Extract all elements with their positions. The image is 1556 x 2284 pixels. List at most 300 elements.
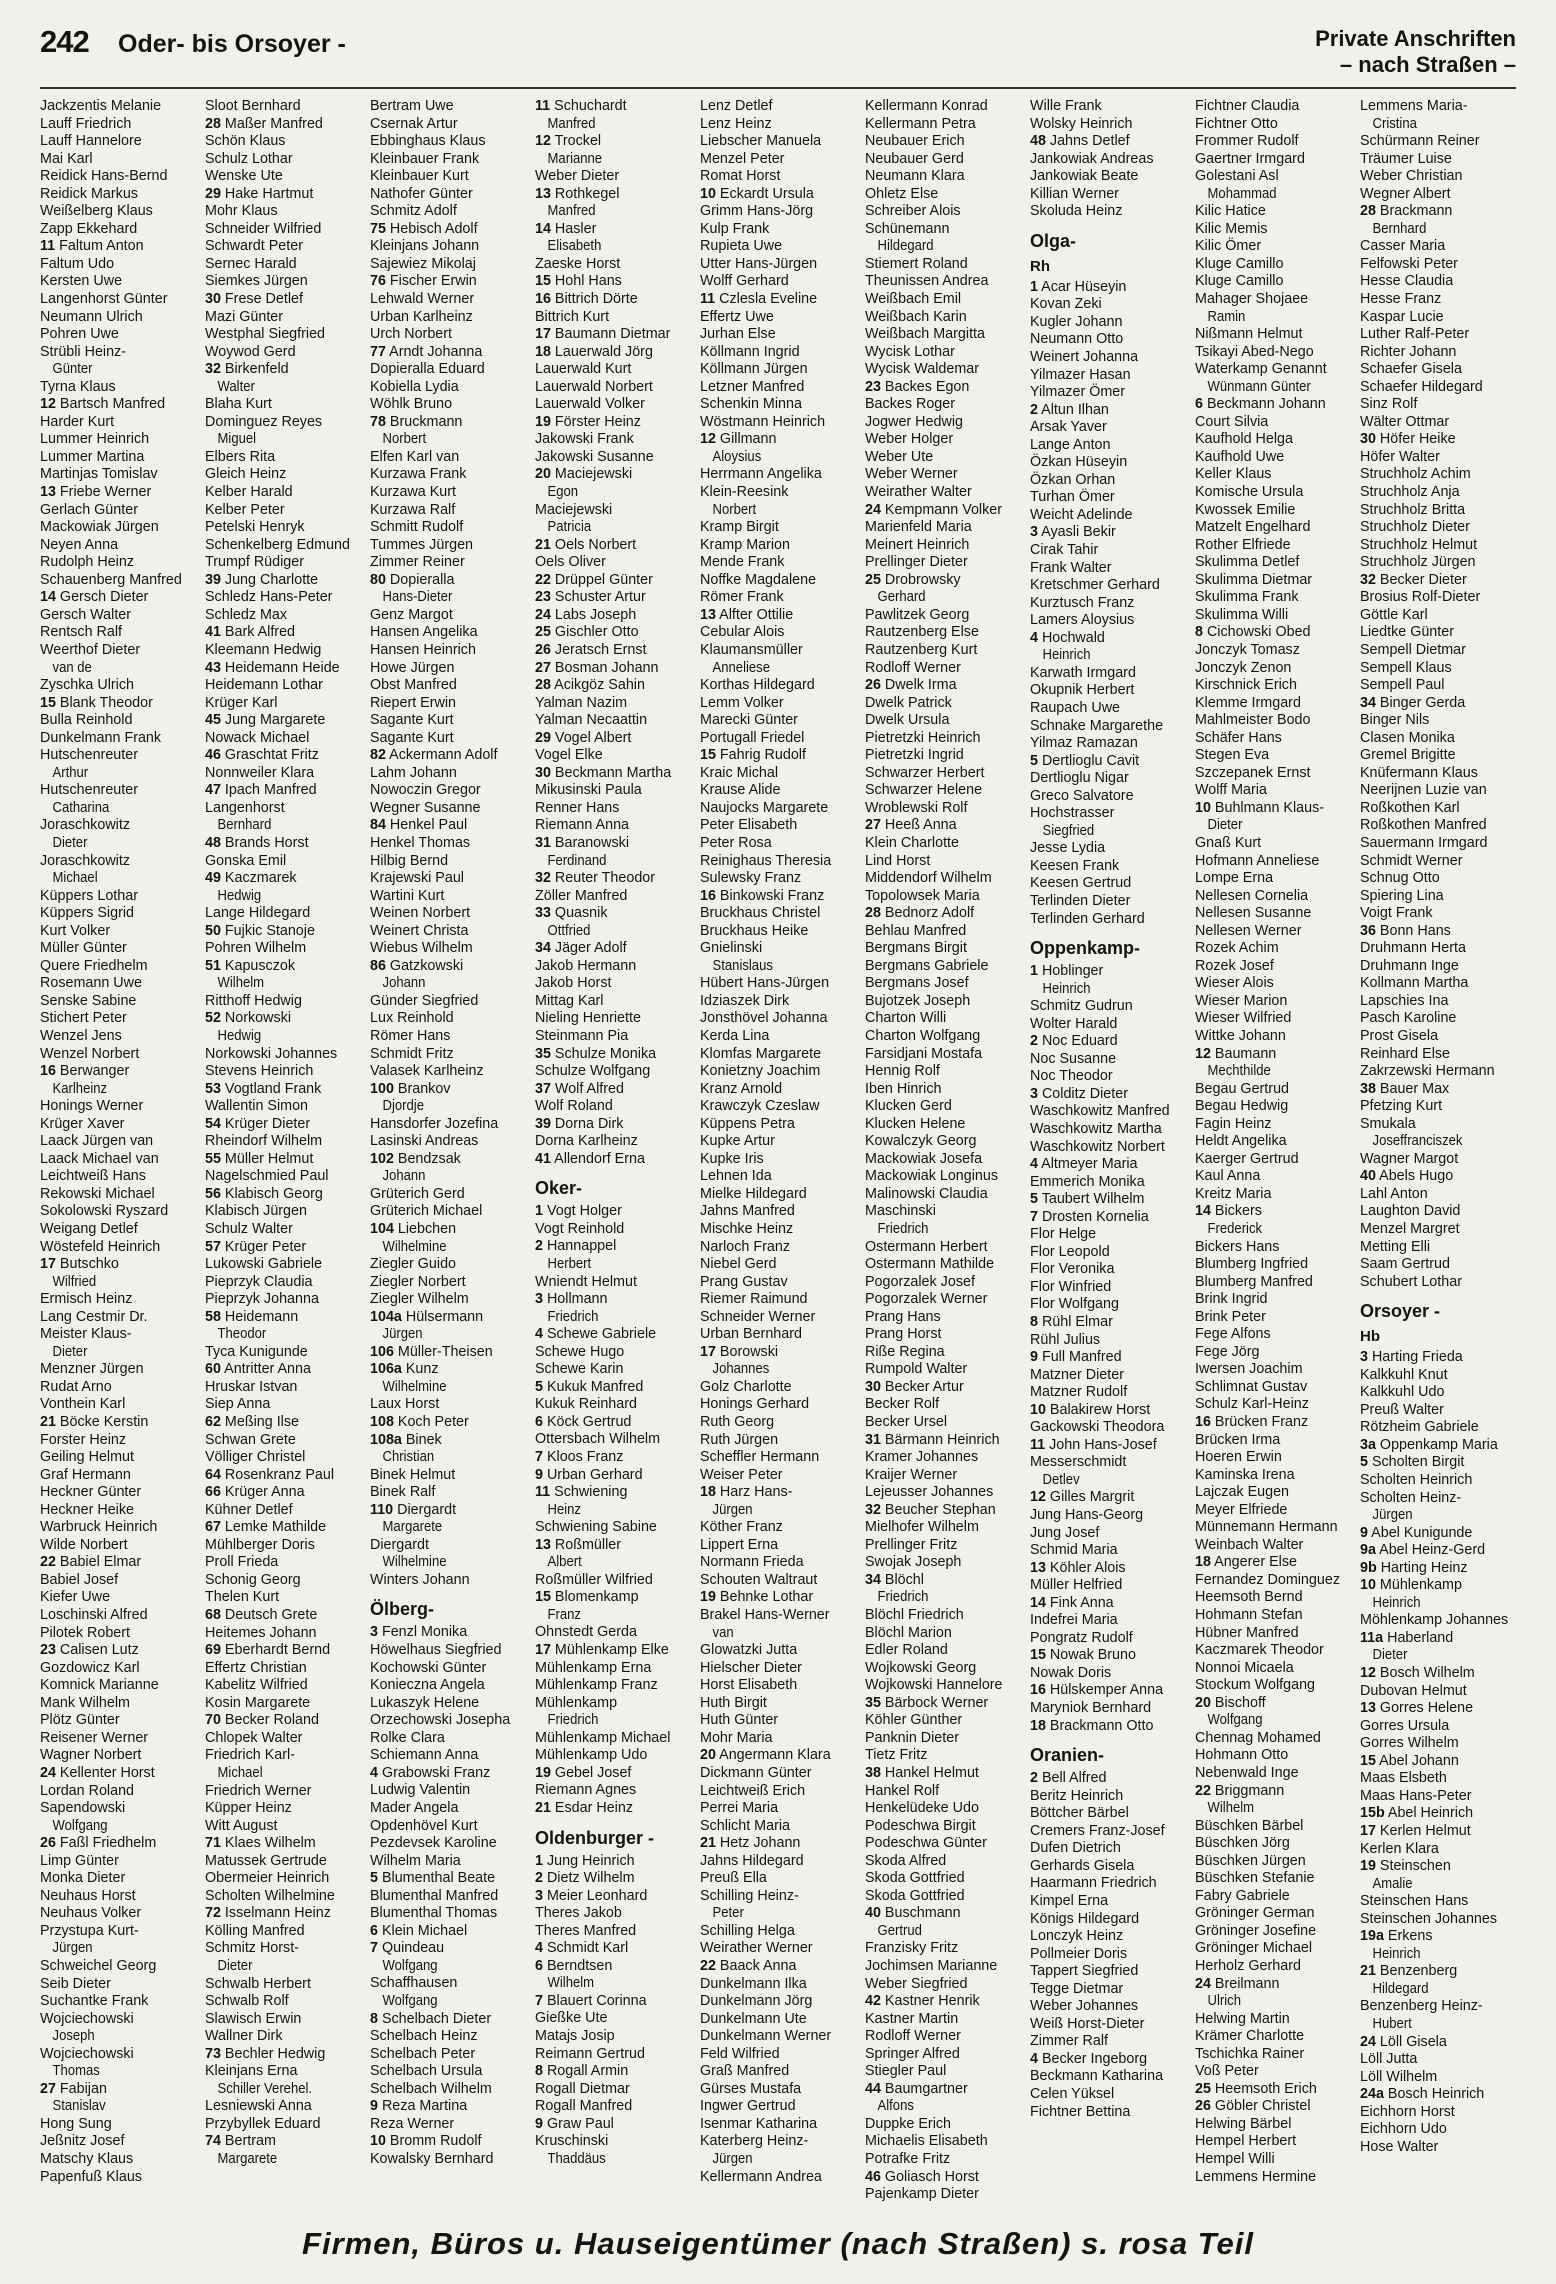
resident-entry: 47 Ipach Manfred bbox=[205, 782, 317, 799]
house-number: 11 bbox=[535, 1484, 551, 1501]
resident-entry: Valasek Karlheinz bbox=[370, 1063, 484, 1080]
resident-entry: Meister Klaus- bbox=[40, 1326, 132, 1343]
resident-entry: Huth Birgit bbox=[700, 1694, 767, 1711]
resident-entry: Woywod Gerd bbox=[205, 343, 296, 360]
resident-entry: Mühlenkamp Erna bbox=[535, 1659, 652, 1676]
resident-entry: 4 Schmidt Karl bbox=[535, 1940, 629, 1957]
house-number: 4 bbox=[370, 1764, 378, 1781]
house-number: 15 bbox=[535, 1589, 551, 1606]
resident-entry: Eichhorn Udo bbox=[1360, 2121, 1447, 2138]
street-heading: Orsoyer - bbox=[1360, 1301, 1441, 1322]
house-number: 100 bbox=[370, 1080, 394, 1097]
resident-entry: Maschinski bbox=[865, 1203, 936, 1220]
resident-entry: 102 Bendzsak bbox=[370, 1150, 461, 1167]
resident-entry: Kwossek Emilie bbox=[1195, 501, 1296, 518]
resident-entry: Nißmann Helmut bbox=[1195, 326, 1303, 343]
entry-continuation: Margarete bbox=[217, 2150, 278, 2167]
resident-entry: Klemme Irmgard bbox=[1195, 694, 1301, 711]
resident-entry: Schwarzer Herbert bbox=[865, 764, 985, 781]
house-number: 9 bbox=[370, 2098, 378, 2115]
resident-entry: Naujocks Margarete bbox=[700, 799, 829, 816]
house-number: 104 bbox=[370, 1221, 394, 1237]
section-title bbox=[1315, 26, 1516, 78]
resident-entry: Springer Alfred bbox=[865, 2045, 960, 2062]
resident-entry: Lange Anton bbox=[1030, 436, 1111, 453]
resident-entry: Schmitz Adolf bbox=[370, 203, 457, 220]
resident-entry: Noc Susanne bbox=[1030, 1050, 1117, 1067]
resident-entry: Blumenthal Manfred bbox=[370, 1887, 499, 1904]
resident-entry: Blöchl Friedrich bbox=[865, 1607, 964, 1624]
house-number: 21 bbox=[535, 536, 551, 553]
house-number: 35 bbox=[865, 1694, 881, 1711]
resident-entry: 40 Abels Hugo bbox=[1360, 1168, 1454, 1185]
resident-entry: Dopieralla Eduard bbox=[370, 361, 485, 378]
resident-entry: 8 Cichowski Obed bbox=[1195, 624, 1311, 641]
resident-entry: Raupach Uwe bbox=[1030, 699, 1121, 716]
resident-entry: 32 Becker Dieter bbox=[1360, 571, 1467, 588]
resident-entry: Metting Elli bbox=[1360, 1238, 1431, 1255]
resident-entry: Zaeske Horst bbox=[535, 255, 621, 272]
resident-entry: 108 Koch Peter bbox=[370, 1414, 469, 1431]
resident-entry: Theres Jakob bbox=[535, 1905, 622, 1922]
entry-continuation: Amalie bbox=[1372, 1875, 1413, 1892]
resident-entry: Nieling Henriette bbox=[535, 1010, 641, 1027]
house-number: 33 bbox=[535, 905, 551, 922]
house-number: 1 bbox=[535, 1203, 543, 1220]
house-number: 102 bbox=[370, 1150, 394, 1167]
house-number: 78 bbox=[370, 413, 386, 430]
house-number: 2 bbox=[535, 1870, 543, 1887]
resident-entry: Schwalb Herbert bbox=[205, 1975, 311, 1992]
resident-entry: Spiering Lina bbox=[1360, 887, 1444, 904]
resident-entry: Schelbach Ursula bbox=[370, 2063, 483, 2080]
resident-entry: 7 Quindeau bbox=[370, 1940, 445, 1957]
resident-entry: Lauerwald Kurt bbox=[535, 361, 632, 378]
resident-entry: Effertz Uwe bbox=[700, 308, 774, 325]
resident-entry: 9 Abel Kunigunde bbox=[1360, 1524, 1473, 1541]
resident-entry: Schulz Karl-Heinz bbox=[1195, 1396, 1309, 1413]
resident-entry: Konieczna Angela bbox=[370, 1677, 485, 1694]
resident-entry: Normann Frieda bbox=[700, 1554, 804, 1571]
resident-entry: Büschken Stefanie bbox=[1195, 1870, 1315, 1887]
house-number: 22 bbox=[535, 571, 551, 588]
resident-entry: Mohr Klaus bbox=[205, 203, 278, 220]
resident-entry: 15 Blomenkamp bbox=[535, 1589, 639, 1606]
resident-entry: Hansen Heinrich bbox=[370, 641, 476, 658]
resident-entry: Frommer Rudolf bbox=[1195, 133, 1299, 150]
house-number: 108a bbox=[370, 1431, 402, 1448]
resident-entry: 50 Fujkic Stanoje bbox=[205, 922, 315, 939]
resident-entry: Wolf Roland bbox=[535, 1098, 613, 1115]
house-number: 16 bbox=[700, 887, 716, 904]
house-number: 18 bbox=[1030, 1717, 1046, 1734]
resident-entry: Sagante Kurt bbox=[370, 712, 454, 729]
resident-entry: Fichtner Bettina bbox=[1030, 2103, 1131, 2120]
resident-entry: Kraijer Werner bbox=[865, 1466, 958, 1483]
resident-entry: Zapp Ekkehard bbox=[40, 220, 138, 237]
entry-continuation: Wünmann Günter bbox=[1207, 378, 1311, 395]
street-heading: Olga- bbox=[1030, 230, 1077, 251]
page-number: 242 bbox=[40, 24, 89, 59]
resident-entry: Jankowiak Beate bbox=[1030, 168, 1139, 185]
resident-entry: Monka Dieter bbox=[40, 1870, 126, 1887]
resident-entry: Friedrich Werner bbox=[205, 1782, 312, 1799]
resident-entry: Seib Dieter bbox=[40, 1975, 111, 1992]
resident-entry: Wagner Norbert bbox=[40, 1747, 142, 1764]
entry-continuation: Wilhelmine bbox=[382, 1554, 447, 1571]
resident-entry: 30 Beckmann Martha bbox=[535, 764, 672, 781]
house-number: 71 bbox=[205, 1835, 221, 1852]
house-number: 26 bbox=[1195, 2098, 1211, 2115]
resident-entry: Wroblewski Rolf bbox=[865, 799, 968, 816]
resident-entry: Grüterich Gerd bbox=[370, 1185, 465, 1202]
resident-entry: Wojciechowski bbox=[40, 2010, 134, 2027]
resident-entry: Klein Charlotte bbox=[865, 834, 960, 851]
resident-entry: Rogall Manfred bbox=[535, 2098, 633, 2115]
house-number: 68 bbox=[205, 1607, 221, 1624]
house-number: 14 bbox=[535, 220, 551, 237]
house-number: 14 bbox=[1030, 1594, 1046, 1611]
resident-entry: Schneider Wilfried bbox=[205, 220, 322, 237]
resident-entry: Celen Yüksel bbox=[1030, 2085, 1115, 2102]
entry-continuation: Thomas bbox=[52, 2063, 100, 2080]
resident-entry: Jonsthövel Johanna bbox=[700, 1010, 828, 1027]
resident-entry: Dickmann Günter bbox=[700, 1764, 812, 1781]
resident-entry: Lange Hildegard bbox=[205, 905, 311, 922]
house-number: 5 bbox=[1360, 1454, 1368, 1471]
house-number: 17 bbox=[1360, 1822, 1376, 1839]
resident-entry: Kirschnick Erich bbox=[1195, 677, 1297, 694]
resident-entry: Clasen Monika bbox=[1360, 729, 1455, 746]
house-number: 12 bbox=[1360, 1665, 1376, 1682]
resident-entry: Frank Walter bbox=[1030, 559, 1112, 576]
resident-entry: 2 Altun Ilhan bbox=[1030, 401, 1109, 418]
resident-entry: Przybyllek Eduard bbox=[205, 2115, 321, 2132]
resident-entry: 25 Heemsoth Erich bbox=[1195, 2080, 1317, 2097]
house-number: 46 bbox=[865, 2168, 881, 2185]
resident-entry: Sempell Paul bbox=[1360, 677, 1445, 694]
resident-entry: Kilic Ömer bbox=[1195, 238, 1262, 255]
resident-entry: Mackowiak Josefa bbox=[865, 1150, 983, 1167]
house-number: 11 bbox=[700, 291, 716, 308]
resident-entry: Gnielinski bbox=[700, 940, 763, 957]
resident-entry: Preuß Ella bbox=[700, 1870, 767, 1887]
resident-entry: 16 Binkowski Franz bbox=[700, 887, 825, 904]
page-header bbox=[0, 0, 1556, 92]
resident-entry: Knüfermann Klaus bbox=[1360, 764, 1478, 781]
resident-entry: Waterkamp Genannt bbox=[1195, 361, 1327, 378]
resident-entry: Schouten Waltraut bbox=[700, 1571, 818, 1588]
resident-entry: Kleinbauer Kurt bbox=[370, 168, 469, 185]
resident-entry: Flor Winfried bbox=[1030, 1278, 1112, 1295]
resident-entry: Grüterich Michael bbox=[370, 1203, 483, 1220]
resident-entry: Thelen Kurt bbox=[205, 1589, 280, 1606]
resident-entry: Smukala bbox=[1360, 1115, 1416, 1132]
resident-entry: Weber Christian bbox=[1360, 168, 1463, 185]
column-4 bbox=[533, 98, 698, 2208]
resident-entry: Flor Leopold bbox=[1030, 1243, 1110, 1260]
house-number: 20 bbox=[700, 1747, 716, 1764]
resident-entry: Wniendt Helmut bbox=[535, 1273, 637, 1290]
resident-entry: 26 Jeratsch Ernst bbox=[535, 641, 647, 658]
resident-entry: Leichtweiß Hans bbox=[40, 1168, 146, 1185]
resident-entry: Wenske Ute bbox=[205, 168, 283, 185]
resident-entry: Greco Salvatore bbox=[1030, 787, 1134, 804]
resident-entry: Schledz Max bbox=[205, 606, 288, 623]
resident-entry: Laux Horst bbox=[370, 1396, 440, 1413]
house-number: 9b bbox=[1360, 1559, 1377, 1576]
resident-entry: Dwelk Patrick bbox=[865, 694, 952, 711]
resident-entry: Lasinski Andreas bbox=[370, 1133, 479, 1150]
resident-entry: Neumann Klara bbox=[865, 168, 965, 185]
resident-entry: 25 Gischler Otto bbox=[535, 624, 639, 641]
resident-entry: 31 Bärmann Heinrich bbox=[865, 1431, 1000, 1448]
house-number: 32 bbox=[205, 361, 221, 378]
resident-entry: Fernandez Dominguez bbox=[1195, 1571, 1340, 1588]
resident-entry: 106 Müller-Theisen bbox=[370, 1343, 493, 1360]
resident-entry: Wöstmann Heinrich bbox=[700, 413, 826, 430]
resident-entry: Maciejewski bbox=[535, 501, 613, 518]
resident-entry: 28 Bednorz Adolf bbox=[865, 905, 975, 922]
house-number: 31 bbox=[535, 834, 551, 851]
resident-entry: 82 Ackermann Adolf bbox=[370, 747, 498, 764]
resident-entry: Weerthof Dieter bbox=[40, 641, 141, 658]
entry-continuation: Wilhelm bbox=[217, 975, 265, 992]
resident-entry: Mahager Shojaee bbox=[1195, 291, 1309, 308]
resident-entry: Pietretzki Heinrich bbox=[865, 729, 981, 746]
resident-entry: Blumberg Ingfried bbox=[1195, 1256, 1309, 1273]
resident-entry: Plötz Günter bbox=[40, 1712, 120, 1729]
resident-entry: Lemm Volker bbox=[700, 694, 784, 711]
resident-entry: Kochowski Günter bbox=[370, 1659, 487, 1676]
resident-entry: Schledz Hans-Peter bbox=[205, 589, 333, 606]
resident-entry: 9a Abel Heinz-Gerd bbox=[1360, 1542, 1486, 1559]
resident-entry: 40 Buschmann bbox=[865, 1905, 961, 1922]
entry-continuation: Dieter bbox=[1372, 1647, 1408, 1664]
house-number: 13 bbox=[1030, 1559, 1046, 1576]
resident-entry: Isenmar Katharina bbox=[700, 2115, 818, 2132]
resident-entry: Lukaszyk Helene bbox=[370, 1694, 480, 1711]
resident-entry: Kurzawa Frank bbox=[370, 466, 467, 483]
house-number: 84 bbox=[370, 817, 386, 834]
resident-entry: Kurt Volker bbox=[40, 922, 111, 939]
house-number: 12 bbox=[535, 133, 551, 150]
resident-entry: 17 Mühlenkamp Elke bbox=[535, 1642, 669, 1659]
resident-entry: Matzelt Engelhard bbox=[1195, 519, 1311, 536]
resident-entry: Laack Jürgen van bbox=[40, 1133, 154, 1150]
resident-entry: Vogel Elke bbox=[535, 747, 603, 764]
entry-continuation: Arthur bbox=[52, 764, 89, 781]
entry-continuation: Friedrich bbox=[547, 1712, 599, 1729]
resident-entry: Sloot Bernhard bbox=[205, 98, 301, 114]
resident-entry: Kellermann Konrad bbox=[865, 98, 988, 114]
resident-entry: Wenzel Norbert bbox=[40, 1045, 140, 1062]
house-number: 22 bbox=[700, 1957, 716, 1974]
resident-entry: Tietz Fritz bbox=[865, 1747, 928, 1764]
house-number: 104a bbox=[370, 1308, 402, 1325]
resident-entry: Proll Frieda bbox=[205, 1554, 279, 1571]
house-number: 24 bbox=[865, 501, 881, 518]
resident-entry: 12 Gilles Margrit bbox=[1030, 1489, 1135, 1506]
resident-entry: Lauerwald Volker bbox=[535, 396, 645, 413]
resident-entry: 5 Kukuk Manfred bbox=[535, 1378, 644, 1395]
resident-entry: Kaul Anna bbox=[1195, 1168, 1261, 1185]
house-number: 38 bbox=[865, 1764, 881, 1781]
house-number: 64 bbox=[205, 1466, 221, 1483]
resident-entry: Rosemann Uwe bbox=[40, 975, 142, 992]
house-number: 3 bbox=[370, 1624, 378, 1641]
resident-entry: Binek Helmut bbox=[370, 1466, 456, 1483]
resident-entry: Roßkothen Manfred bbox=[1360, 817, 1487, 834]
resident-entry: Gorres Wilhelm bbox=[1360, 1735, 1459, 1752]
resident-entry: Ebbinghaus Klaus bbox=[370, 133, 486, 150]
resident-entry: Neumann Otto bbox=[1030, 331, 1124, 348]
resident-entry: Riemer Raimund bbox=[700, 1291, 808, 1308]
resident-entry: Edler Roland bbox=[865, 1642, 948, 1659]
resident-entry: Opdenhövel Kurt bbox=[370, 1817, 478, 1834]
house-number: 42 bbox=[865, 1993, 881, 2010]
house-number: 17 bbox=[40, 1256, 56, 1273]
resident-entry: 100 Brankov bbox=[370, 1080, 451, 1097]
resident-entry: Klucken Gerd bbox=[865, 1098, 952, 1115]
resident-entry: Wieser Alois bbox=[1195, 975, 1274, 992]
resident-entry: Schonig Georg bbox=[205, 1571, 301, 1588]
house-number: 21 bbox=[535, 1799, 551, 1816]
resident-entry: 15 Hohl Hans bbox=[535, 273, 622, 290]
resident-entry: Honings Werner bbox=[40, 1098, 144, 1115]
resident-entry: Rodloff Werner bbox=[865, 659, 961, 676]
house-number: 10 bbox=[1030, 1401, 1046, 1418]
entry-continuation: Gerhard bbox=[877, 589, 926, 606]
house-number: 34 bbox=[1360, 694, 1376, 711]
resident-entry: Stockum Wolfgang bbox=[1195, 1677, 1316, 1694]
house-number: 4 bbox=[1030, 629, 1038, 646]
house-number: 4 bbox=[535, 1326, 543, 1343]
resident-entry: Urban Bernhard bbox=[700, 1326, 802, 1343]
resident-entry: Letzner Manfred bbox=[700, 378, 805, 395]
entry-continuation: Wilhelmine bbox=[382, 1378, 447, 1395]
entry-continuation: Jürgen bbox=[52, 1940, 93, 1957]
resident-entry: 19 Förster Heinz bbox=[535, 413, 641, 430]
resident-entry: Maas Hans-Peter bbox=[1360, 1787, 1472, 1804]
resident-entry: Rekowski Michael bbox=[40, 1185, 155, 1202]
resident-entry: Schmidt Fritz bbox=[370, 1045, 454, 1062]
entry-continuation: Schiller Verehel. bbox=[217, 2080, 313, 2097]
resident-entry: 46 Goliasch Horst bbox=[865, 2168, 979, 2185]
resident-entry: 54 Krüger Dieter bbox=[205, 1115, 311, 1132]
resident-entry: Rumpold Walter bbox=[865, 1361, 968, 1378]
resident-entry: Rogall Dietmar bbox=[535, 2080, 630, 2097]
resident-entry: 24 Breilmann bbox=[1195, 1975, 1280, 1992]
house-number: 41 bbox=[535, 1150, 551, 1167]
resident-entry: Jung Josef bbox=[1030, 1524, 1100, 1541]
resident-entry: 66 Krüger Anna bbox=[205, 1484, 305, 1501]
resident-entry: Wallner Dirk bbox=[205, 2028, 283, 2045]
resident-entry: 2 Noc Eduard bbox=[1030, 1033, 1118, 1050]
resident-entry: Gröninger Josefine bbox=[1195, 1922, 1317, 1939]
resident-entry: Höwelhaus Siegfried bbox=[370, 1642, 502, 1659]
resident-entry: Ritthoff Hedwig bbox=[205, 992, 302, 1009]
house-number: 4 bbox=[1030, 2050, 1038, 2067]
resident-entry: 3 Meier Leonhard bbox=[535, 1887, 648, 1904]
house-number: 72 bbox=[205, 1905, 221, 1922]
resident-entry: 1 Hoblinger bbox=[1030, 963, 1104, 980]
entry-continuation: Joseffranciszek bbox=[1372, 1133, 1463, 1150]
resident-entry: 4 Altmeyer Maria bbox=[1030, 1156, 1138, 1173]
resident-entry: Wöhlk Bruno bbox=[370, 396, 453, 413]
resident-entry: 23 Calisen Lutz bbox=[40, 1642, 139, 1659]
resident-entry: 104a Hülsermann bbox=[370, 1308, 484, 1325]
resident-entry: Herrmann Angelika bbox=[700, 466, 822, 483]
resident-entry: Marienfeld Maria bbox=[865, 519, 972, 536]
house-number: 3 bbox=[535, 1291, 543, 1308]
resident-entry: Krüger Xaver bbox=[40, 1115, 125, 1132]
resident-entry: 9 Graw Paul bbox=[535, 2115, 614, 2132]
street-heading: Ölberg- bbox=[370, 1599, 435, 1620]
resident-entry: Nonnweiler Klara bbox=[205, 764, 315, 781]
resident-entry: 18 Angerer Else bbox=[1195, 1554, 1297, 1571]
resident-entry: Podeschwa Günter bbox=[865, 1835, 987, 1852]
resident-entry: Mackowiak Jürgen bbox=[40, 519, 159, 536]
resident-entry: Terlinden Dieter bbox=[1030, 892, 1131, 909]
resident-entry: Golestani Asl bbox=[1195, 168, 1279, 185]
entry-continuation: Marianne bbox=[547, 150, 603, 167]
resident-entry: Backes Roger bbox=[865, 396, 956, 413]
resident-entry: 55 Müller Helmut bbox=[205, 1150, 314, 1167]
resident-entry: Neumann Ulrich bbox=[40, 308, 143, 325]
resident-entry: 14 Gersch Dieter bbox=[40, 589, 149, 606]
resident-entry: Nellesen Susanne bbox=[1195, 905, 1312, 922]
resident-entry: 106a Kunz bbox=[370, 1361, 439, 1378]
resident-entry: Langenhorst Günter bbox=[40, 291, 168, 308]
house-number: 23 bbox=[40, 1642, 56, 1659]
entry-continuation: Alfons bbox=[877, 2098, 914, 2115]
resident-entry: Römer Hans bbox=[370, 1027, 451, 1044]
resident-entry: Joraschkowitz bbox=[40, 852, 131, 869]
resident-entry: Träumer Luise bbox=[1360, 150, 1452, 167]
resident-entry: Schewe Karin bbox=[535, 1361, 624, 1378]
house-number: 10 bbox=[1360, 1577, 1376, 1594]
resident-entry: Nathofer Günter bbox=[370, 185, 473, 202]
house-number: 34 bbox=[535, 940, 551, 957]
resident-entry: Schaffhausen bbox=[370, 1975, 458, 1992]
resident-entry: Lahl Anton bbox=[1360, 1185, 1428, 1202]
resident-entry: Blaha Kurt bbox=[205, 396, 272, 413]
resident-entry: Lummer Heinrich bbox=[40, 431, 150, 448]
resident-entry: Lompe Erna bbox=[1195, 870, 1274, 887]
resident-entry: Reisener Werner bbox=[40, 1729, 149, 1746]
resident-entry: Wartini Kurt bbox=[370, 887, 445, 904]
resident-entry: Helwing Bärbel bbox=[1195, 2115, 1292, 2132]
entry-continuation: Heinrich bbox=[1372, 1594, 1421, 1611]
resident-entry: Völliger Christel bbox=[205, 1449, 306, 1466]
house-number: 20 bbox=[1195, 1694, 1211, 1711]
house-number: 62 bbox=[205, 1414, 221, 1431]
resident-entry: Norkowski Johannes bbox=[205, 1045, 338, 1062]
entry-continuation: Cristina bbox=[1372, 115, 1417, 132]
resident-entry: Jonczyk Tomasz bbox=[1195, 641, 1300, 658]
resident-entry: Lux Reinhold bbox=[370, 1010, 454, 1027]
house-number: 29 bbox=[205, 185, 221, 202]
house-number: 66 bbox=[205, 1484, 221, 1501]
resident-entry: Blöchl Marion bbox=[865, 1624, 952, 1641]
resident-entry: Gremel Brigitte bbox=[1360, 747, 1456, 764]
resident-entry: Reza Werner bbox=[370, 2115, 455, 2132]
entry-continuation: Wolfgang bbox=[382, 1957, 438, 1974]
resident-entry: Schmitz Gudrun bbox=[1030, 998, 1133, 1015]
resident-entry: Schnug Otto bbox=[1360, 870, 1440, 887]
house-number: 86 bbox=[370, 957, 386, 974]
